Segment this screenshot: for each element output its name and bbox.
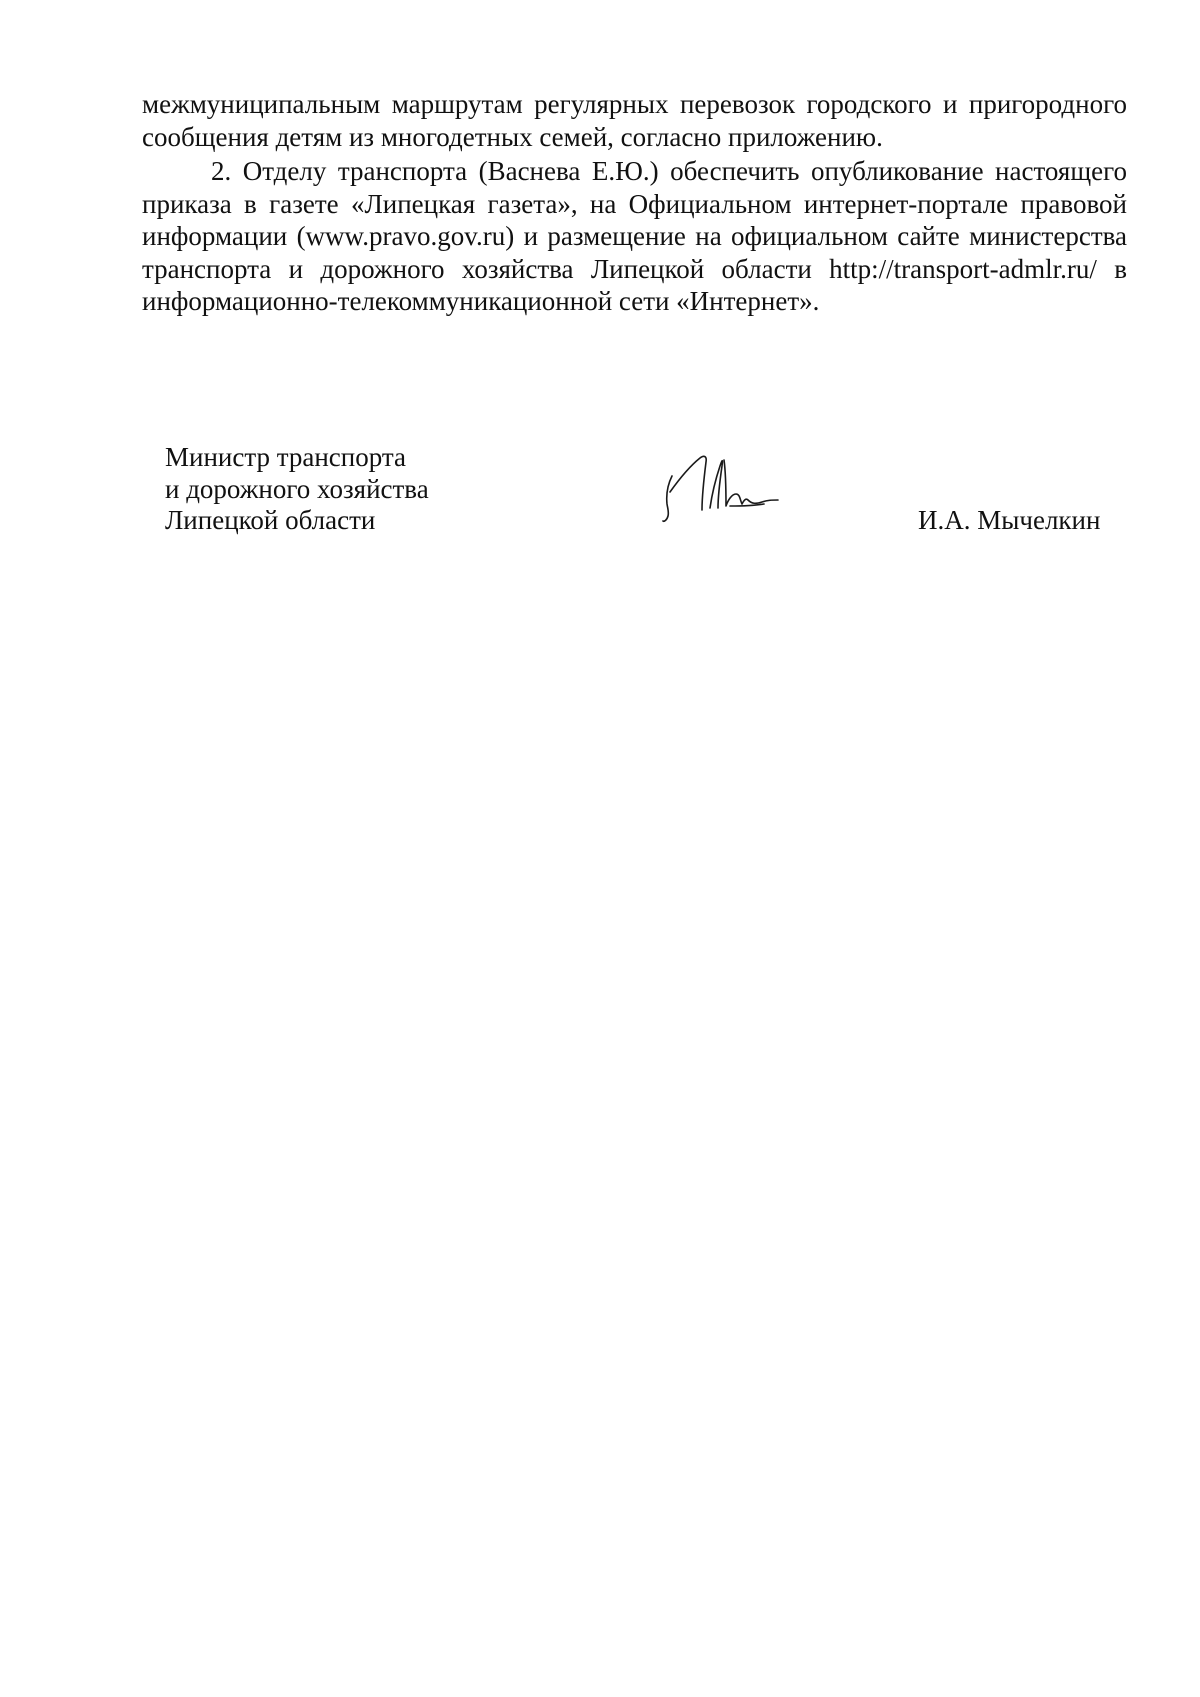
signer-position bbox=[165, 442, 429, 537]
signer-position-line: и дорожного хозяйства bbox=[165, 473, 429, 504]
paragraph-1-continuation: межмуниципальным маршрутам регулярных перевозок городского и пригородного сообщения детям из многодетных семей, согласно приложению. bbox=[142, 89, 1127, 152]
signer-position-line: Министр транспорта bbox=[165, 442, 406, 472]
signer-name: И.А. Мычелкин bbox=[918, 505, 1101, 535]
signer-position-line: Липецкой области bbox=[165, 505, 376, 535]
handwritten-signature bbox=[660, 448, 785, 538]
document-body bbox=[142, 88, 1127, 318]
paragraph-2-text: Отделу транспорта (Васнева Е.Ю.) обеспечить опубликование настоящего приказа в газете «Липецкая газета», на Официальном интернет-портале правовой информации (www.pravo.gov.ru) и размещение на официальном сайте министерства транспорта и дорожного хозяйства Липецкой области http://transport-admlr.ru/ в информационно-телекоммуникационной сети «Интернет». bbox=[142, 156, 1127, 316]
paragraph-2-number: 2. bbox=[211, 156, 232, 186]
paragraph-2 bbox=[142, 155, 1127, 318]
